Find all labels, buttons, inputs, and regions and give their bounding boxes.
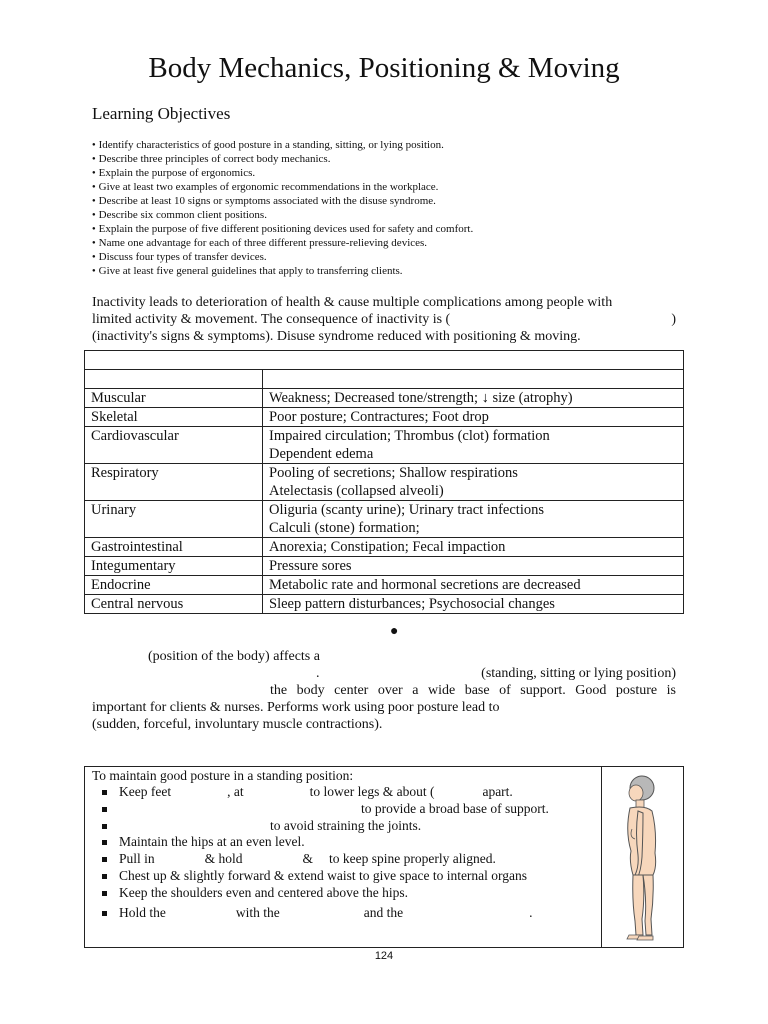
effect-line: Poor posture; Contractures; Foot drop: [269, 409, 489, 425]
system-cell: Respiratory: [85, 464, 263, 501]
square-bullet-icon: [102, 874, 107, 879]
posture-line-3: [92, 682, 676, 699]
intro-line-1: Inactivity leads to deterioration of health & cause multiple complications among people with: [92, 295, 613, 310]
effect-line: Dependent edema: [269, 446, 374, 462]
intro-line-2-start: limited activity & movement. The consequence of inactivity is (: [92, 312, 451, 327]
table-row: [85, 576, 684, 595]
system-cell: Muscular: [85, 389, 263, 408]
posture-line-3-text: the body center over a wide base of support. Good posture is: [270, 683, 676, 698]
objective-item: ● Give at least two examples of ergonomic recommendations in the workplace.: [92, 180, 692, 194]
list-item: [99, 834, 549, 851]
item-text: Hold the: [119, 904, 166, 920]
effects-cell: [263, 576, 684, 595]
posture-line-1-text: (position of the body) affects a: [148, 649, 320, 664]
list-item: [99, 801, 549, 818]
square-bullet-icon: [102, 891, 107, 896]
item-text: to provide a broad base of support.: [361, 800, 549, 816]
square-bullet-icon: [102, 790, 107, 795]
item-text: to keep spine properly aligned.: [329, 851, 496, 867]
list-item: [99, 784, 549, 801]
item-text: & hold: [204, 851, 243, 867]
objective-item: ● Give at least five general guidelines that apply to transferring clients.: [92, 264, 692, 278]
item-text: Pull in: [119, 851, 155, 867]
effects-cell: [263, 595, 684, 614]
effects-cell: [263, 408, 684, 427]
posture-line-4: [92, 699, 676, 716]
system-cell: Cardiovascular: [85, 427, 263, 464]
system-cell: Urinary: [85, 501, 263, 538]
effect-line: Oliguria (scanty urine); Urinary tract infections: [269, 502, 544, 518]
effect-line: Anorexia; Constipation; Fecal impaction: [269, 539, 506, 555]
standing-box-heading: To maintain good posture in a standing position:: [92, 768, 354, 783]
item-text: and the: [363, 904, 404, 920]
system-cell: Integumentary: [85, 557, 263, 576]
list-item: [99, 905, 549, 922]
objectives-heading: Learning Objectives: [92, 104, 231, 123]
posture-line-2-end: (standing, sitting or lying position): [481, 666, 676, 681]
posture-line-4-text: important for clients & nurses. Performs work using poor posture lead to: [92, 700, 500, 715]
system-cell: Endocrine: [85, 576, 263, 595]
square-bullet-icon: [102, 857, 107, 862]
list-item: [99, 885, 549, 902]
item-text: &: [302, 851, 314, 867]
item-text: to lower legs & about (: [309, 784, 435, 799]
table-row: [85, 464, 684, 501]
posture-line-1: [92, 648, 676, 665]
table-row: [85, 389, 684, 408]
standing-posture-list: [99, 784, 549, 921]
objective-item: ● Name one advantage for each of three different pressure-relieving devices.: [92, 236, 692, 250]
objective-item: ● Discuss four types of transfer devices.: [92, 250, 692, 264]
item-text: Keep feet: [119, 784, 172, 799]
posture-paragraph: [92, 648, 676, 733]
effects-cell: [263, 538, 684, 557]
square-bullet-icon: [102, 840, 107, 845]
table-row: [85, 538, 684, 557]
list-item: [99, 851, 549, 868]
item-text: Chest up & slightly forward & extend waist to give space to internal organs: [119, 867, 528, 883]
intro-line-2: [92, 311, 676, 328]
item-text: to avoid straining the joints.: [270, 817, 422, 833]
objective-item: ● Describe three principles of correct body mechanics.: [92, 152, 692, 166]
effect-line: Pooling of secretions; Shallow respirations: [269, 465, 518, 481]
table-cell: [85, 370, 263, 389]
effect-line: Sleep pattern disturbances; Psychosocial changes: [269, 596, 555, 612]
posture-line-5-text: (sudden, forceful, involuntary muscle contractions).: [92, 717, 383, 732]
item-text: Keep the shoulders even and centered above the hips.: [119, 884, 409, 900]
table-row: [85, 557, 684, 576]
effects-cell: [263, 464, 684, 501]
page-title: Body Mechanics, Positioning & Moving: [148, 52, 620, 84]
posture-line-2: [92, 665, 676, 682]
effects-cell: [263, 389, 684, 408]
posture-line-2-start: .: [316, 666, 320, 681]
objective-item: ● Identify characteristics of good posture in a standing, sitting, or lying position.: [92, 138, 692, 152]
item-text: Maintain the hips at an even level.: [119, 834, 305, 850]
system-cell: Central nervous: [85, 595, 263, 614]
effect-line: Metabolic rate and hormonal secretions are decreased: [269, 577, 581, 593]
posture-line-5: [92, 716, 676, 733]
box-divider: [601, 767, 602, 947]
effect-line: Weakness; Decreased tone/strength; ↓ size (atrophy): [269, 390, 573, 406]
intro-line-3: (inactivity's signs & symptoms). Disuse syndrome reduced with positioning & moving.: [92, 329, 581, 344]
effect-line: Atelectasis (collapsed alveoli): [269, 483, 444, 499]
item-text: apart.: [482, 784, 513, 799]
system-cell: Gastrointestinal: [85, 538, 263, 557]
table-row: [85, 595, 684, 614]
table-row: [85, 427, 684, 464]
effects-cell: [263, 501, 684, 538]
page-number: 124: [374, 950, 394, 962]
effects-cell: [263, 427, 684, 464]
square-bullet-icon: [102, 807, 107, 812]
square-bullet-icon: [102, 824, 107, 829]
effects-cell: [263, 557, 684, 576]
standing-posture-box: [84, 766, 684, 948]
objective-item: ● Explain the purpose of ergonomics.: [92, 166, 692, 180]
objectives-list: [92, 138, 692, 278]
table-row: [85, 501, 684, 538]
item-text: , at: [227, 784, 244, 799]
bullet-dot-icon: ●: [390, 624, 399, 639]
table-header-cell: [85, 351, 684, 370]
effect-line: Calculi (stone) formation;: [269, 520, 420, 536]
effect-line: Impaired circulation; Thrombus (clot) formation: [269, 428, 550, 444]
objective-item: ● Describe six common client positions.: [92, 208, 692, 222]
intro-line-2-end: ): [671, 312, 676, 327]
table-row: [85, 408, 684, 427]
list-item: [99, 818, 549, 835]
standing-posture-figure-icon: [605, 771, 679, 945]
list-item: [99, 868, 549, 885]
square-bullet-icon: [102, 911, 107, 916]
disuse-syndrome-table: [84, 350, 684, 614]
table-header-row: [85, 351, 684, 370]
table-cell: [263, 370, 684, 389]
effect-line: Pressure sores: [269, 558, 352, 574]
objective-item: ● Describe at least 10 signs or symptoms associated with the disuse syndrome.: [92, 194, 692, 208]
item-text: with the: [235, 904, 280, 920]
system-cell: Skeletal: [85, 408, 263, 427]
objective-item: ● Explain the purpose of five different positioning devices used for safety and comfort.: [92, 222, 692, 236]
intro-paragraph: [92, 294, 676, 345]
item-text: .: [529, 904, 533, 920]
table-subheader-row: [85, 370, 684, 389]
